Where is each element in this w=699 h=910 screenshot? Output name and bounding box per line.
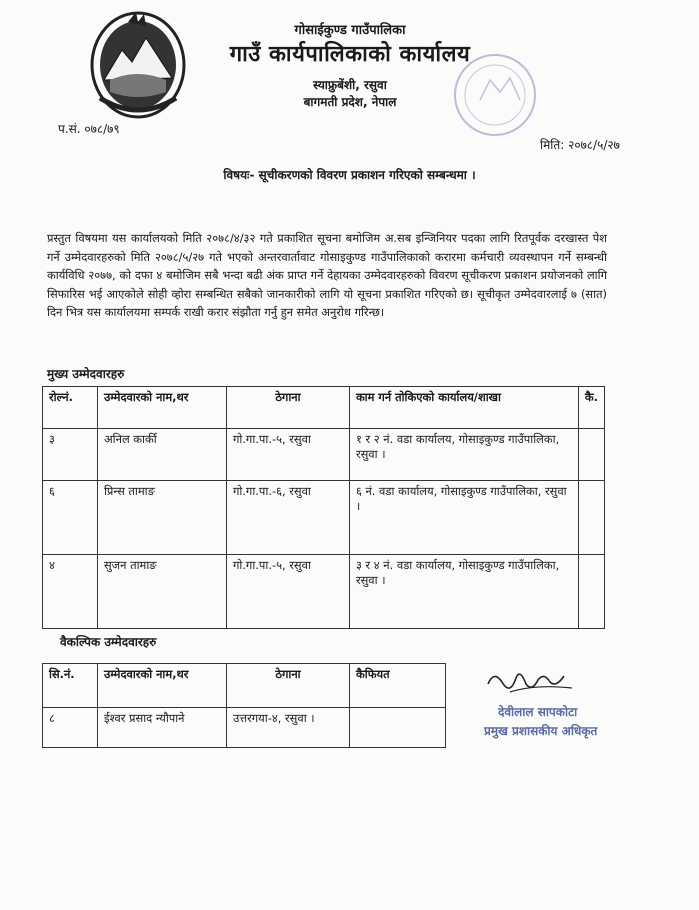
cell-address: गो.गा.पा.-५, रसुवा (226, 429, 349, 481)
cell-address: उत्तरगया-४, रसुवा । (227, 708, 350, 748)
nepal-emblem-logo (88, 10, 188, 120)
handwritten-signature (480, 662, 580, 702)
main-candidates-heading: मुख्य उम्मेदवारहरु (47, 367, 125, 381)
municipality-name: गोसाईकुण्ड गाउँपालिका (294, 23, 406, 38)
cell-office: ६ नं. वडा कार्यालय, गोसाइकुण्ड गाउँपालिका, रसुवा । (349, 481, 578, 555)
header-remarks: कै. (578, 387, 604, 429)
header-name: उम्मेदवारको नाम,थर (97, 387, 226, 429)
cell-remarks (350, 708, 446, 748)
header-office: काम गर्न तोकिएको कार्यालय/शाखा (349, 387, 578, 429)
table-header-row (43, 387, 605, 429)
cell-office: ३ र ४ नं. वडा कार्यालय, गोसाइकुण्ड गाउँपालिका, रसुवा । (349, 555, 578, 629)
cell-roll: ६ (43, 481, 98, 555)
cell-name: प्रिन्स तामाङ (97, 481, 226, 555)
cell-roll: ३ (43, 429, 98, 481)
cell-name: अनिल कार्की (97, 429, 226, 481)
table-header-row (43, 664, 446, 708)
table-row (43, 708, 446, 748)
cell-name: ईश्वर प्रसाद न्यौपाने (98, 708, 227, 748)
office-title: गाउँ कार्यपालिकाको कार्यालय (229, 42, 471, 67)
alternate-candidates-heading: वैकल्पिक उम्मेदवारहरु (60, 635, 157, 649)
table-row (43, 429, 605, 481)
cell-name: सुजन तामाङ (97, 555, 226, 629)
alternate-candidates-table (42, 663, 446, 748)
cell-serial: ८ (43, 708, 98, 748)
header-serial: सि.नं. (43, 664, 98, 708)
signer-name: देवीलाल सापकोटा (498, 705, 578, 719)
letter-subject: विषयः- सूचीकरणको विवरण प्रकाशन गरिएको सम्बन्धमा । (223, 168, 476, 182)
table-row (43, 555, 605, 629)
cell-office: १ र २ नं. वडा कार्यालय, गोसाइकुण्ड गाउँपालिका, रसुवा । (349, 429, 578, 481)
header-address: ठेगाना (227, 664, 350, 708)
header-remarks: कैफियत (350, 664, 446, 708)
office-location: स्याफ्रुबेंशी, रसुवा (313, 78, 387, 92)
office-stamp (450, 50, 540, 140)
header-address: ठेगाना (226, 387, 349, 429)
table-row (43, 481, 605, 555)
cell-address: गो.गा.पा.-६, रसुवा (226, 481, 349, 555)
header-roll: रोल्नं. (43, 387, 98, 429)
cell-address: गो.गा.पा.-५, रसुवा (226, 555, 349, 629)
reference-number: प.सं. ०७८/७९ (58, 122, 120, 136)
letter-body: प्रस्तुत विषयमा यस कार्यालयको मिति २०७८/४/३२ गते प्रकाशित सूचना बमोजिम अ.सब इन्जिनियर पदका लागि रितपूर्वक दरखास्त पेश गर्ने उम्मेदवारहरुको मिति २०७८/५/२७ गते भएको अन्तरवार्तावाट गोसाइकुण्ड गाउँपालिकाको करारमा कर्मचारी व्यवस्थापन गर्ने सम्बन्धी कार्यविधि २०७७, को दफा ४ बमोजिम सबै भन्दा बढी अंक प्राप्त गर्ने देहायका उम्मेदवारहरुको विवरण सूचीकरण प्रकाशन प्रयोजनको लागि सिफारिस भई आएकोले सोही व्होरा सम्बन्धित सबैको जानकारीको लागि यो सूचना प्रकाशित गरिएको छ। सूचीकृत उम्मेदवारलाई ७ (सात) दिन भित्र यस कार्यालयमा सम्पर्क राखी करार संझौता गर्नु हुन समेत अनुरोध गरिन्छ। (47, 231, 607, 320)
cell-remarks (578, 555, 604, 629)
office-province: बागमती प्रदेश, नेपाल (303, 95, 397, 109)
letter-date: मिति: २०७८/५/२७ (540, 138, 620, 152)
header-name: उम्मेदवारको नाम,थर (98, 664, 227, 708)
signer-title: प्रमुख प्रशासकीय अधिकृत (484, 724, 598, 738)
cell-remarks (578, 429, 604, 481)
cell-remarks (578, 481, 604, 555)
main-candidates-table (42, 386, 605, 629)
cell-roll: ४ (43, 555, 98, 629)
